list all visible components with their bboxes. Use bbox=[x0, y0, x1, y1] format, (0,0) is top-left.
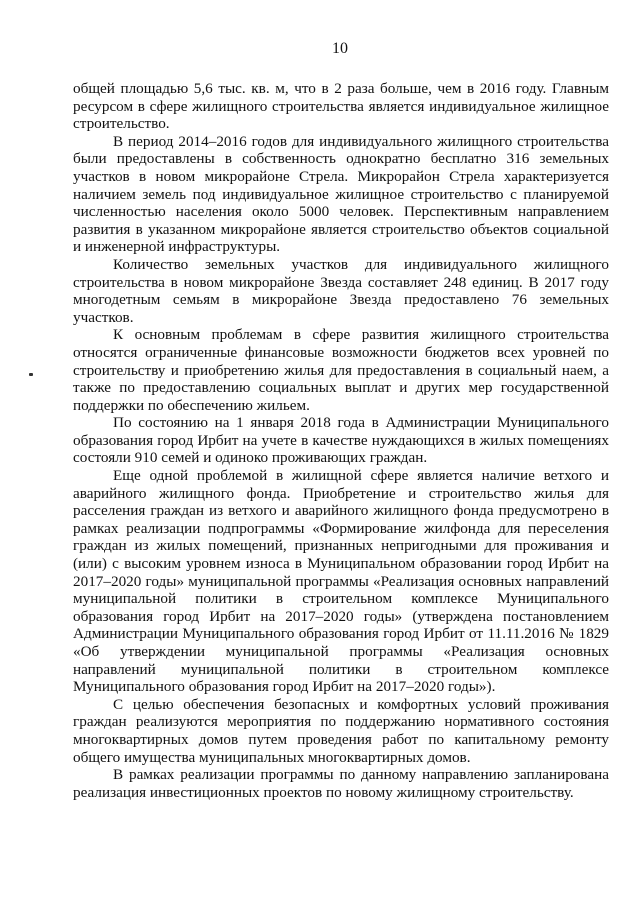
paragraph-7: С целью обеспечения безопасных и комфортных условий проживания граждан реализуются мероприятия по поддержанию нормативного состояния многоквартирных домов путем проведения работ по капитальному ремонту общего имущества муниципальных многоквартирных домов. bbox=[73, 695, 609, 766]
paragraph-2: В период 2014–2016 годов для индивидуального жилищного строительства были предоставлены в собственность однократно бесплатно 316 земельных участков в новом микрорайоне Стрела. Микрорайон Стрела характеризуется наличием земель под индивидуальное жилищное строительство с планируемой численностью населения около 5000 человек. Перспективным направлением развития в указанном микрорайоне является строительство объектов социальной и инженерной инфраструктуры. bbox=[73, 132, 609, 256]
paragraph-5: По состоянию на 1 января 2018 года в Администрации Муниципального образования город Ирбит на учете в качестве нуждающихся в жилых помещениях состояли 910 семей и одиноко проживающих граждан. bbox=[73, 414, 609, 467]
paragraph-8: В рамках реализации программы по данному направлению запланирована реализация инвестиционных проектов по новому жилищному строительству. bbox=[73, 766, 609, 801]
paragraph-4: К основным проблемам в сфере развития жилищного строительства относятся ограниченные финансовые возможности бюджетов всех уровней по строительству и приобретению жилья для предоставления в социальный наем, а также по предоставлению социальных выплат и других мер государственной поддержки по обеспечению жильем. bbox=[73, 326, 609, 414]
page-number: 10 bbox=[332, 40, 348, 57]
paragraph-6: Еще одной проблемой в жилищной сфере является наличие ветхого и аварийного жилищного фонда. Приобретение и строительство жилья для расселения граждан из ветхого и аварийного жилищного фонда предусмотрено в рамках реализации подпрограммы «Формирование жилфонда для переселения граждан из жилых помещений, признанных непригодными для проживания и (или) с высоким уровнем износа в Муниципальном образовании город Ирбит на 2017–2020 годы» муниципальной программы «Реализация основных направлений муниципальной политики в строительном комплексе Муниципального образования город Ирбит на 2017–2020 годы» (утверждена постановлением Администрации Муниципального образования город Ирбит от 11.11.2016 № 1829 «Об утверждении муниципальной программы «Реализация основных направлений муниципальной политики в строительном комплексе Муниципального образования город Ирбит на 2017–2020 годы»). bbox=[73, 467, 609, 696]
paragraph-1: общей площадью 5,6 тыс. кв. м, что в 2 раза больше, чем в 2016 году. Главным ресурсом в сфере жилищного строительства является индивидуальное жилищное строительство. bbox=[73, 80, 609, 133]
document-body bbox=[73, 80, 609, 801]
margin-mark bbox=[29, 373, 33, 376]
paragraph-3: Количество земельных участков для индивидуального жилищного строительства в новом микрорайоне Звезда составляет 248 единиц. В 2017 году многодетным семьям в микрорайоне Звезда предоставлено 76 земельных участков. bbox=[73, 255, 609, 326]
